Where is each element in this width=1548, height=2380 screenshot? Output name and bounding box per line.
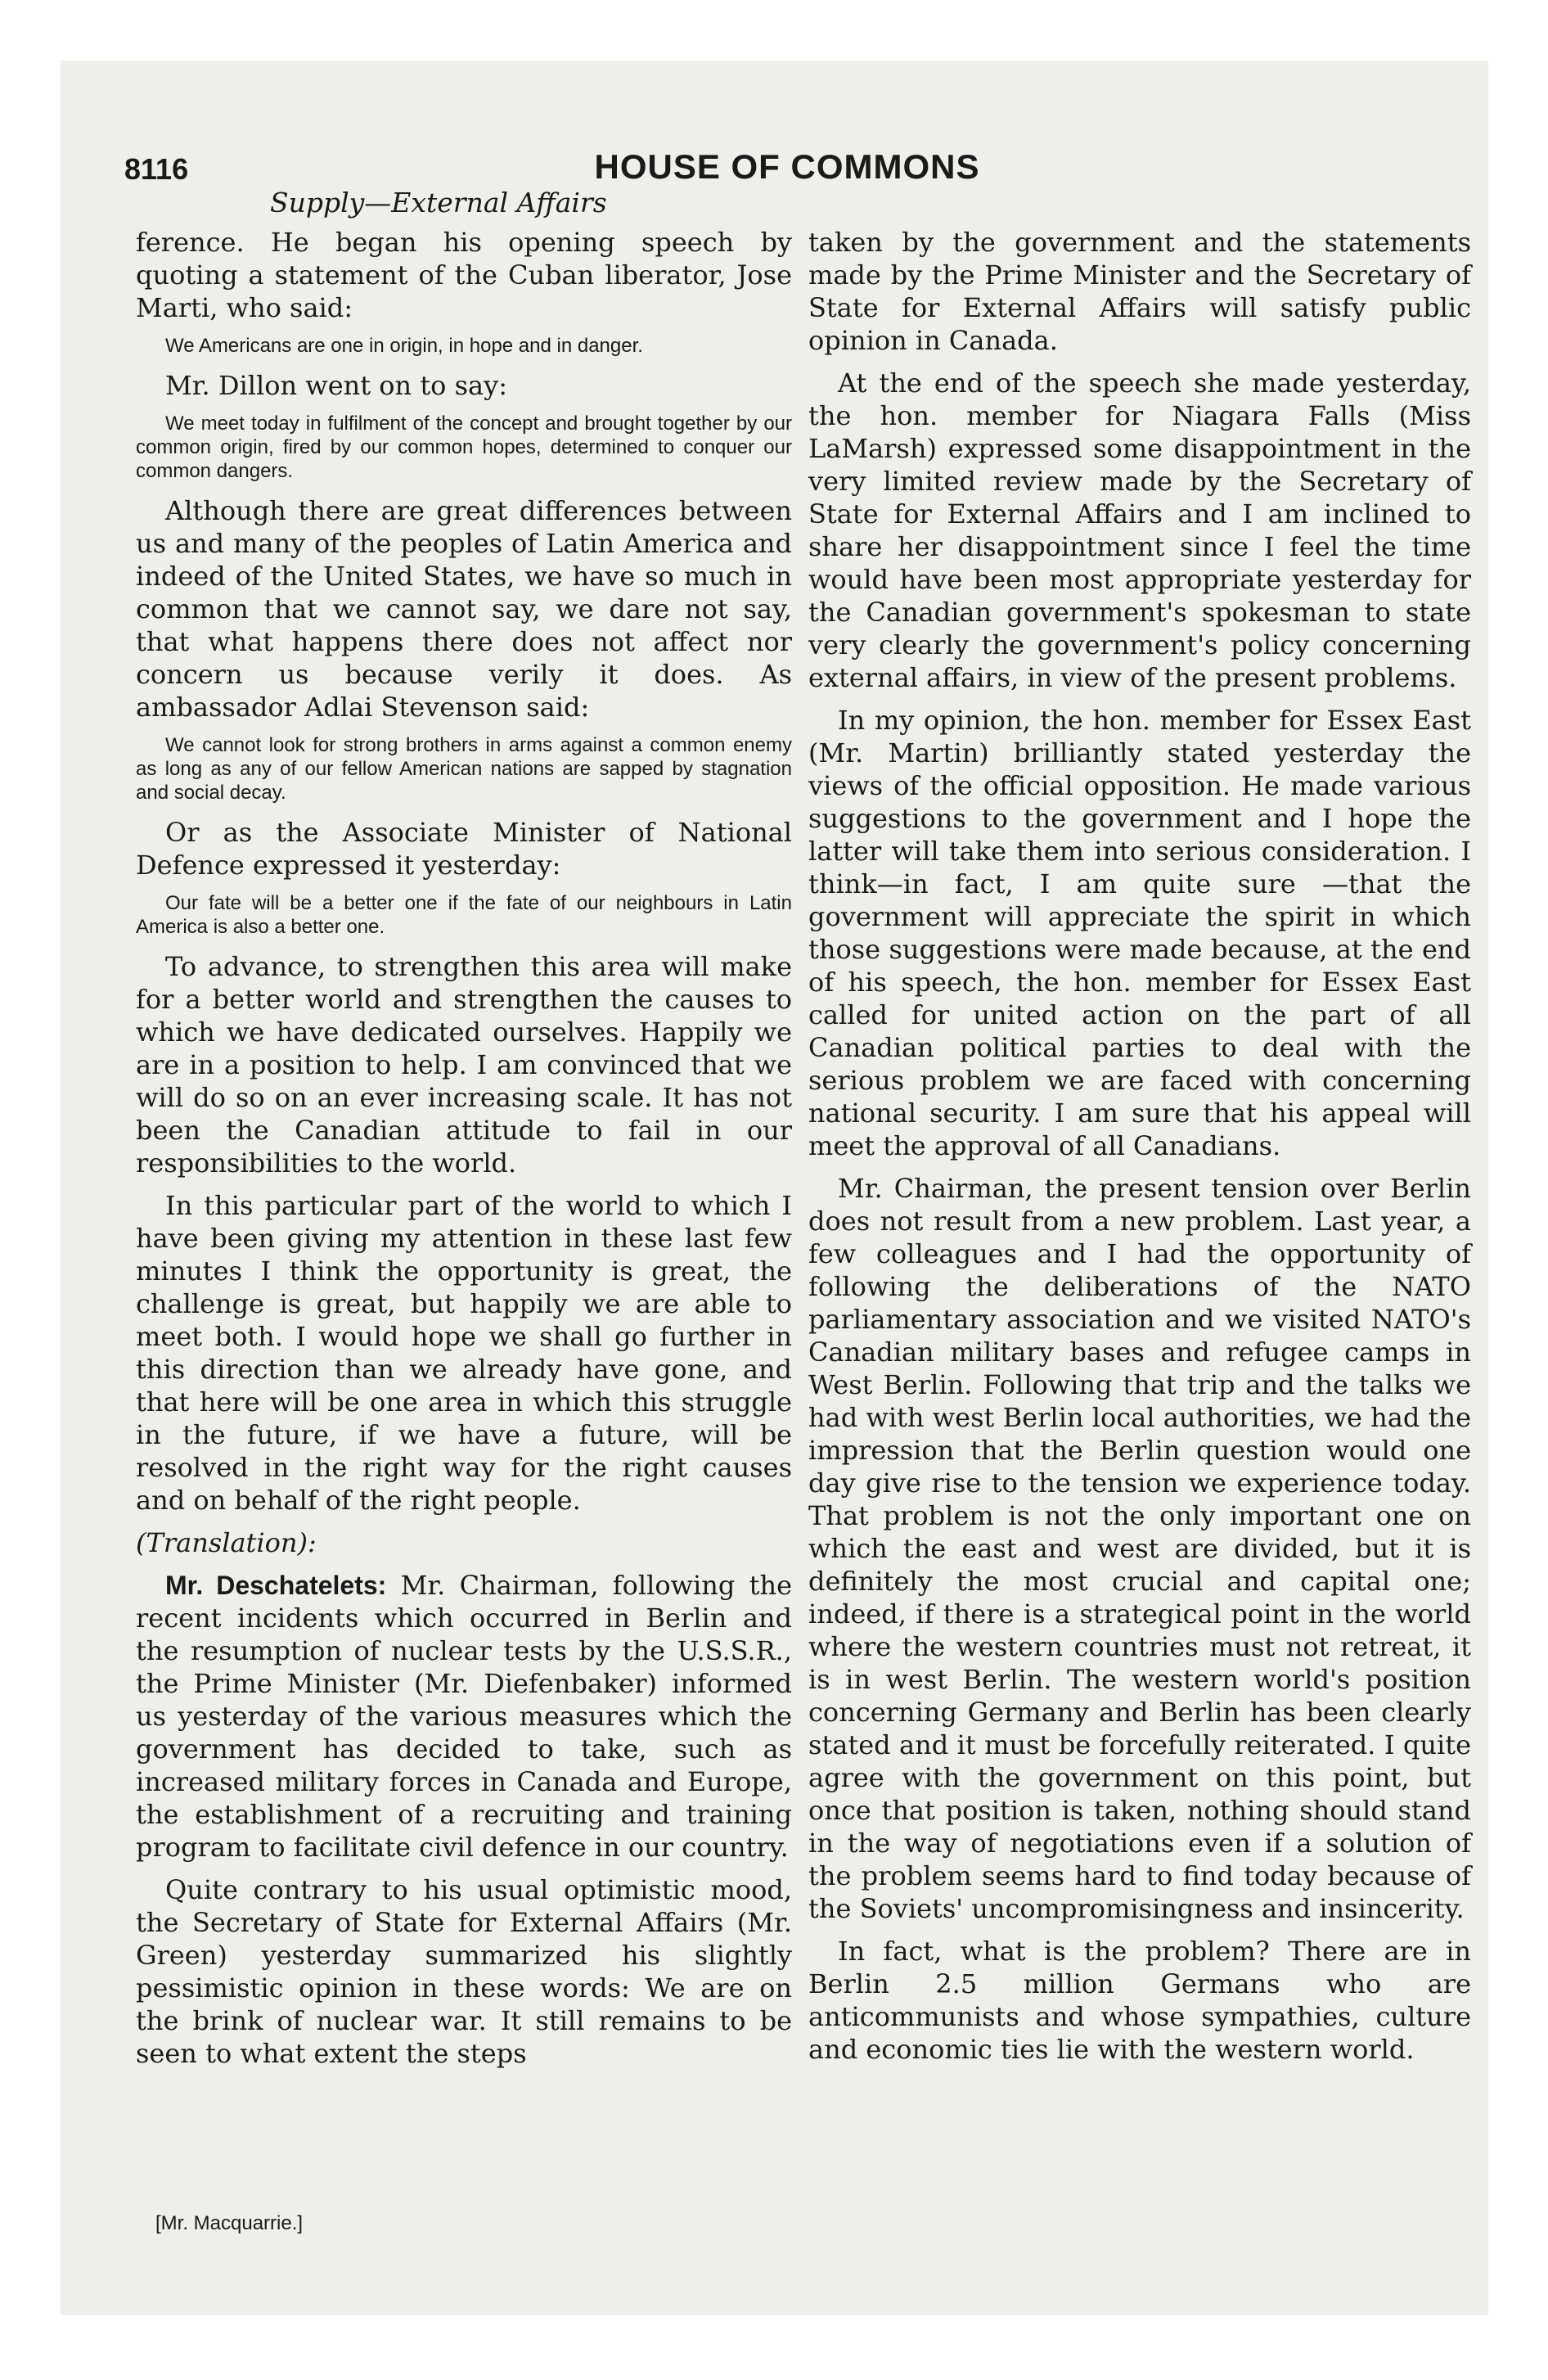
- translation-note: (Translation):: [136, 1527, 317, 1558]
- section-title: Supply—External Affairs: [270, 187, 607, 219]
- block-quote: We Americans are one in origin, in hope and in danger.: [165, 335, 643, 357]
- paragraph: Mr. Chairman, the present tension over Berlin does not result from a new problem. Last year, a few colleagues and I had the opportunity of following the deliberations of the NATO parliamentary association and we visited NATO's Canadian military bases and refugee camps in West Berlin. Following that trip and the talks we had with west Berlin local authorities, we had the impression that the Berlin question would one day give rise to the tension we experience today. That problem is not the only important one on which the east and west are divided, but it is definitely the most crucial and capital one; indeed, if there is a strategical point in the world where the western countries must not retreat, it is in west Berlin. The western world's position concerning Germany and Berlin has been clearly stated and it must be forcefully reiterated. I quite agree with the government on this point, but once that position is taken, nothing should stand in the way of negotiations even if a solution of the problem seems hard to find today because of the Soviets' uncompromisingness and insincerity.: [808, 1173, 1471, 1924]
- paragraph: At the end of the speech she made yesterday, the hon. member for Niagara Falls (Miss LaMarsh) expressed some disappointment in the very limited review made by the Secretary of State for External Affairs and I am inclined to share her disappointment since I feel the time would have been most appropriate yesterday for the Canadian government's spokesman to state very clearly the government's policy concerning external affairs, in view of the present problems.: [808, 367, 1471, 693]
- paragraph: Although there are great differences between us and many of the peoples of Latin America and indeed of the United States, we have so much in common that we cannot say, we dare not say, that what happens there does not affect nor concern us because verily it does. As ambassador Adlai Stevenson said:: [136, 495, 792, 723]
- paragraph: To advance, to strengthen this area will make for a better world and strengthen the causes to which we have dedicated ourselves. Happily we are in a position to help. I am convinced that we will do so on an ever increasing scale. It has not been the Canadian attitude to fail in our responsibilities to the world.: [136, 951, 792, 1179]
- running-title: HOUSE OF COMMONS: [594, 147, 980, 186]
- block-quote: Our fate will be a better one if the fate of our neighbours in Latin America is also a better one.: [136, 892, 792, 938]
- right-column: [808, 226, 1471, 2076]
- left-column: [136, 226, 792, 2080]
- paragraph: In this particular part of the world to which I have been giving my attention in these last few minutes I think the opportunity is great, the challenge is great, but happily we are able to meet both. I would hope we shall go further in this direction than we already have gone, and that here will be one area in which this struggle in the future, if we have a future, will be resolved in the right way for the right causes and on behalf of the right people.: [136, 1190, 792, 1516]
- page-number: 8116: [124, 152, 189, 186]
- paragraph: In my opinion, the hon. member for Essex East (Mr. Martin) brilliantly stated yesterday the views of the official opposition. He made various suggestions to the government and I hope the latter will take them into serious consideration. I think—in fact, I am quite sure —that the government will appreciate the spirit in which those suggestions were made because, at the end of his speech, the hon. member for Essex East called for united action on the part of all Canadian political parties to deal with the serious problem we are faced with concerning national security. I am sure that his appeal will meet the approval of all Canadians.: [808, 705, 1471, 1161]
- block-quote: We cannot look for strong brothers in arms against a common enemy as long as any of our fellow American nations are sapped by stagnation and social decay.: [136, 734, 792, 804]
- paragraph: Or as the Associate Minister of National Defence expressed it yesterday:: [136, 817, 792, 881]
- speech-text: Mr. Chairman, following the recent incidents which occurred in Berlin and the resumption of nuclear tests by the U.S.S.R., the Prime Minister (Mr. Diefenbaker) informed us yesterday of the various measures which the government has decided to take, such as increased military forces in Canada and Europe, the establishment of a recruiting and training program to facilitate civil defence in our country.: [136, 1570, 793, 1863]
- paragraph: Quite contrary to his usual optimistic mood, the Secretary of State for External Affairs (Mr. Green) yesterday summarized his slightly pessimistic opinion in these words: We are on the brink of nuclear war. It still remains to be seen to what extent the steps: [136, 1874, 792, 2069]
- speaker-paragraph: [136, 1569, 792, 1864]
- block-quote: We meet today in fulfilment of the concept and brought together by our common origin, fired by our common hopes, determined to conquer our common dangers.: [136, 412, 792, 482]
- speaker-attribution: [Mr. Macquarrie.]: [155, 2212, 304, 2234]
- paragraph: Mr. Dillon went on to say:: [165, 370, 507, 401]
- paragraph: taken by the government and the statements made by the Prime Minister and the Secretary of State for External Affairs will satisfy public opinion in Canada.: [808, 227, 1471, 356]
- paragraph: In fact, what is the problem? There are in Berlin 2.5 million Germans who are anticommunists and whose sympathies, culture and economic ties lie with the western world.: [808, 1936, 1471, 2065]
- speaker-name: Mr. Deschatelets:: [165, 1571, 387, 1600]
- paragraph: ference. He began his opening speech by quoting a statement of the Cuban liberator, Jose Marti, who said:: [136, 227, 792, 323]
